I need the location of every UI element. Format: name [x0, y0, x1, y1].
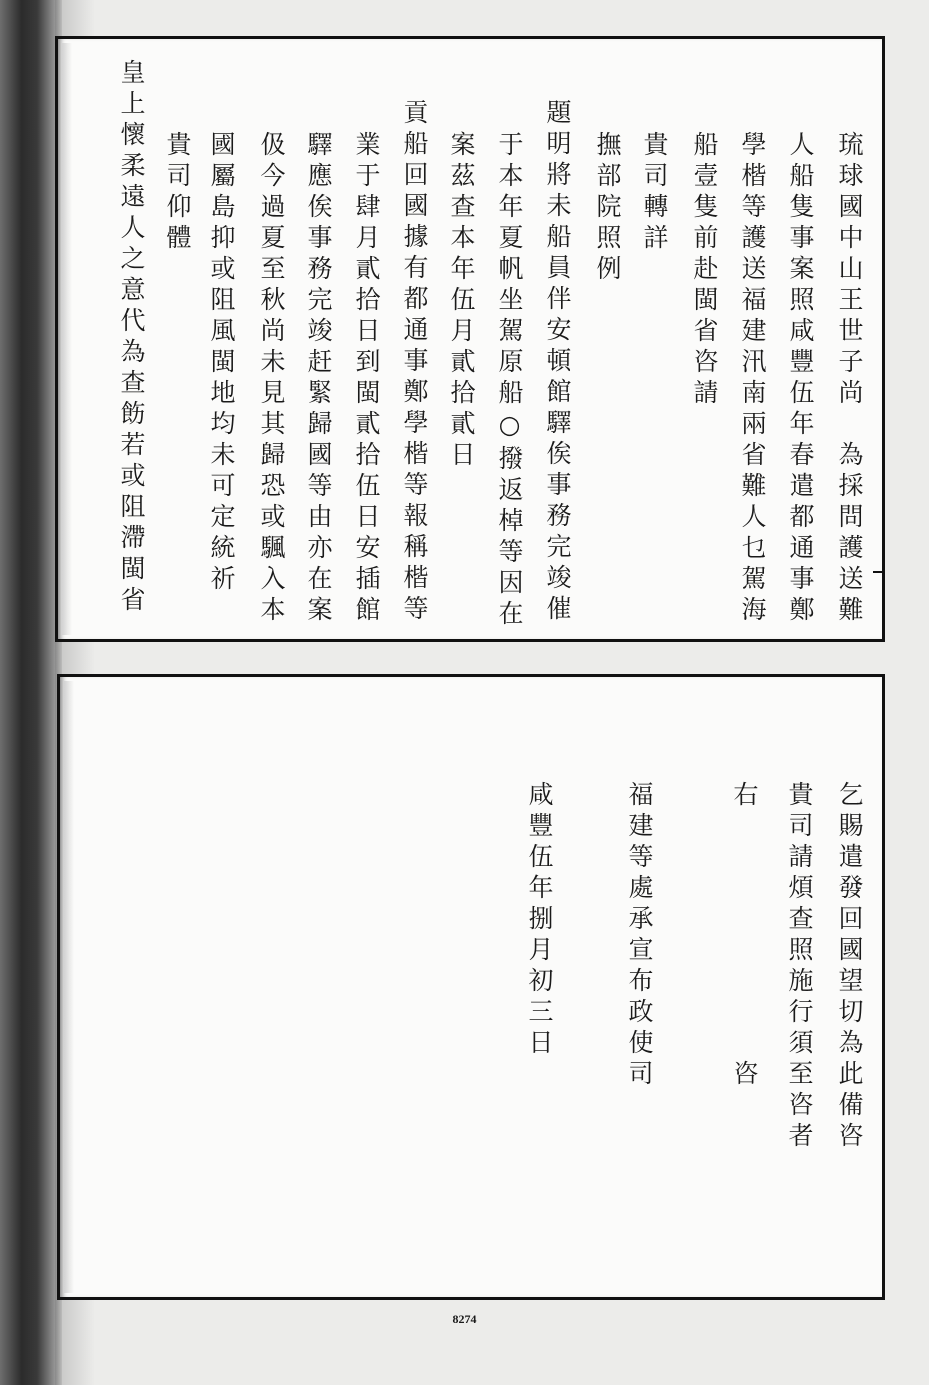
- document-panel-bottom: [57, 674, 885, 1300]
- page-number: 8274: [452, 1312, 477, 1326]
- margin-tick: [873, 571, 885, 573]
- text-column: 學楷等護送福建汛南兩省難人乜駕海: [738, 131, 767, 627]
- binding-gutter: [0, 0, 62, 1385]
- text-column: 驛應俟事務完竣赶緊歸國等由亦在案: [304, 131, 333, 627]
- text-column: 咸豐伍年捌月初三日: [525, 781, 554, 1060]
- text-column: 右 咨: [730, 781, 759, 1091]
- text-column: 撫部院照例: [593, 131, 622, 286]
- text-column: 貴司請煩查照施行須至咨者: [785, 781, 814, 1153]
- text-column: 福建等處承宣布政使司: [625, 781, 654, 1091]
- text-column: 伋今過夏至秋尚未見其歸恐或颿入本: [257, 131, 286, 627]
- text-column: 船壹隻前赴閩省咨請: [690, 131, 719, 410]
- text-column: 于本年夏帆坐駕原船○撥返棹等因在: [495, 131, 524, 631]
- text-column: 貢船回國據有都通事鄭學楷等報稱楷等: [400, 99, 429, 626]
- text-column: 琉球國中山王世子尚 為採問護送難: [835, 131, 864, 627]
- text-column: 貴司仰體: [163, 131, 192, 255]
- text-column: 業于肆月貳拾日到閩貳拾伍日安插館: [352, 131, 381, 627]
- text-column: 題明將未船員伴安頓館驛俟事務完竣催: [543, 99, 572, 626]
- text-column: 乞賜遣發回國望切為此備咨: [835, 781, 864, 1153]
- document-panel-top: [55, 36, 885, 642]
- text-column: 貴司轉詳: [640, 131, 669, 255]
- text-column: 皇上懷柔遠人之意代為查飭若或阻滯閩省: [117, 59, 146, 617]
- text-column: 案茲查本年伍月貳拾貳日: [447, 131, 476, 472]
- text-column: 人船隻事案照咸豐伍年春遣都通事鄭: [786, 131, 815, 627]
- text-column: 國屬島抑或阻風閩地均未可定統祈: [207, 131, 236, 596]
